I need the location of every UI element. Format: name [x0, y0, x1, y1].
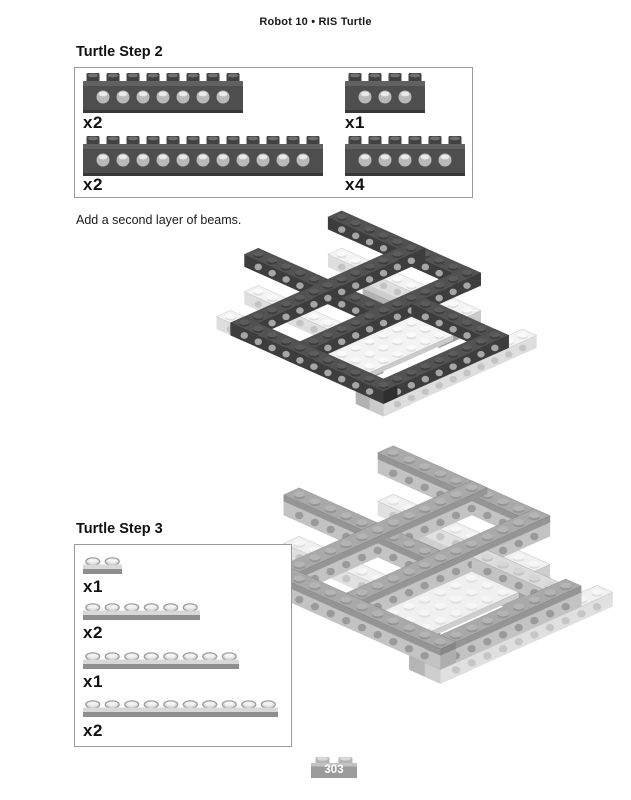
page-number: 303 — [324, 763, 344, 776]
step2-assembly-image — [183, 206, 571, 422]
part-beam-6-qty: x4 — [345, 175, 365, 194]
part-plate-10-qty: x2 — [83, 721, 103, 740]
part-plate-10-image — [83, 700, 278, 717]
step3-title: Turtle Step 3 — [76, 521, 163, 537]
part-plate-8-image — [83, 652, 239, 669]
page-number-brick — [311, 756, 357, 778]
part-plate-8-qty: x1 — [83, 672, 103, 691]
step2-title: Turtle Step 2 — [76, 44, 163, 60]
part-beam-12-qty: x2 — [83, 175, 103, 194]
page-header: Robot 10 • RIS Turtle — [259, 16, 372, 28]
part-beam-8-qty: x2 — [83, 113, 103, 132]
step3-parts-box — [74, 544, 292, 747]
part-plate-2-image — [83, 557, 122, 574]
part-beam-4-image — [345, 73, 425, 113]
part-plate-6-qty: x2 — [83, 623, 103, 642]
step2-caption: Add a second layer of beams. — [76, 213, 242, 227]
part-plate-6-image — [83, 603, 200, 620]
part-beam-8-image — [83, 73, 243, 113]
step2-parts-box — [74, 67, 473, 198]
part-beam-6-image — [345, 136, 465, 176]
part-plate-2-qty: x1 — [83, 577, 103, 596]
step3-assembly-image — [236, 440, 630, 690]
part-beam-12-image — [83, 136, 323, 176]
part-beam-4-qty: x1 — [345, 113, 365, 132]
